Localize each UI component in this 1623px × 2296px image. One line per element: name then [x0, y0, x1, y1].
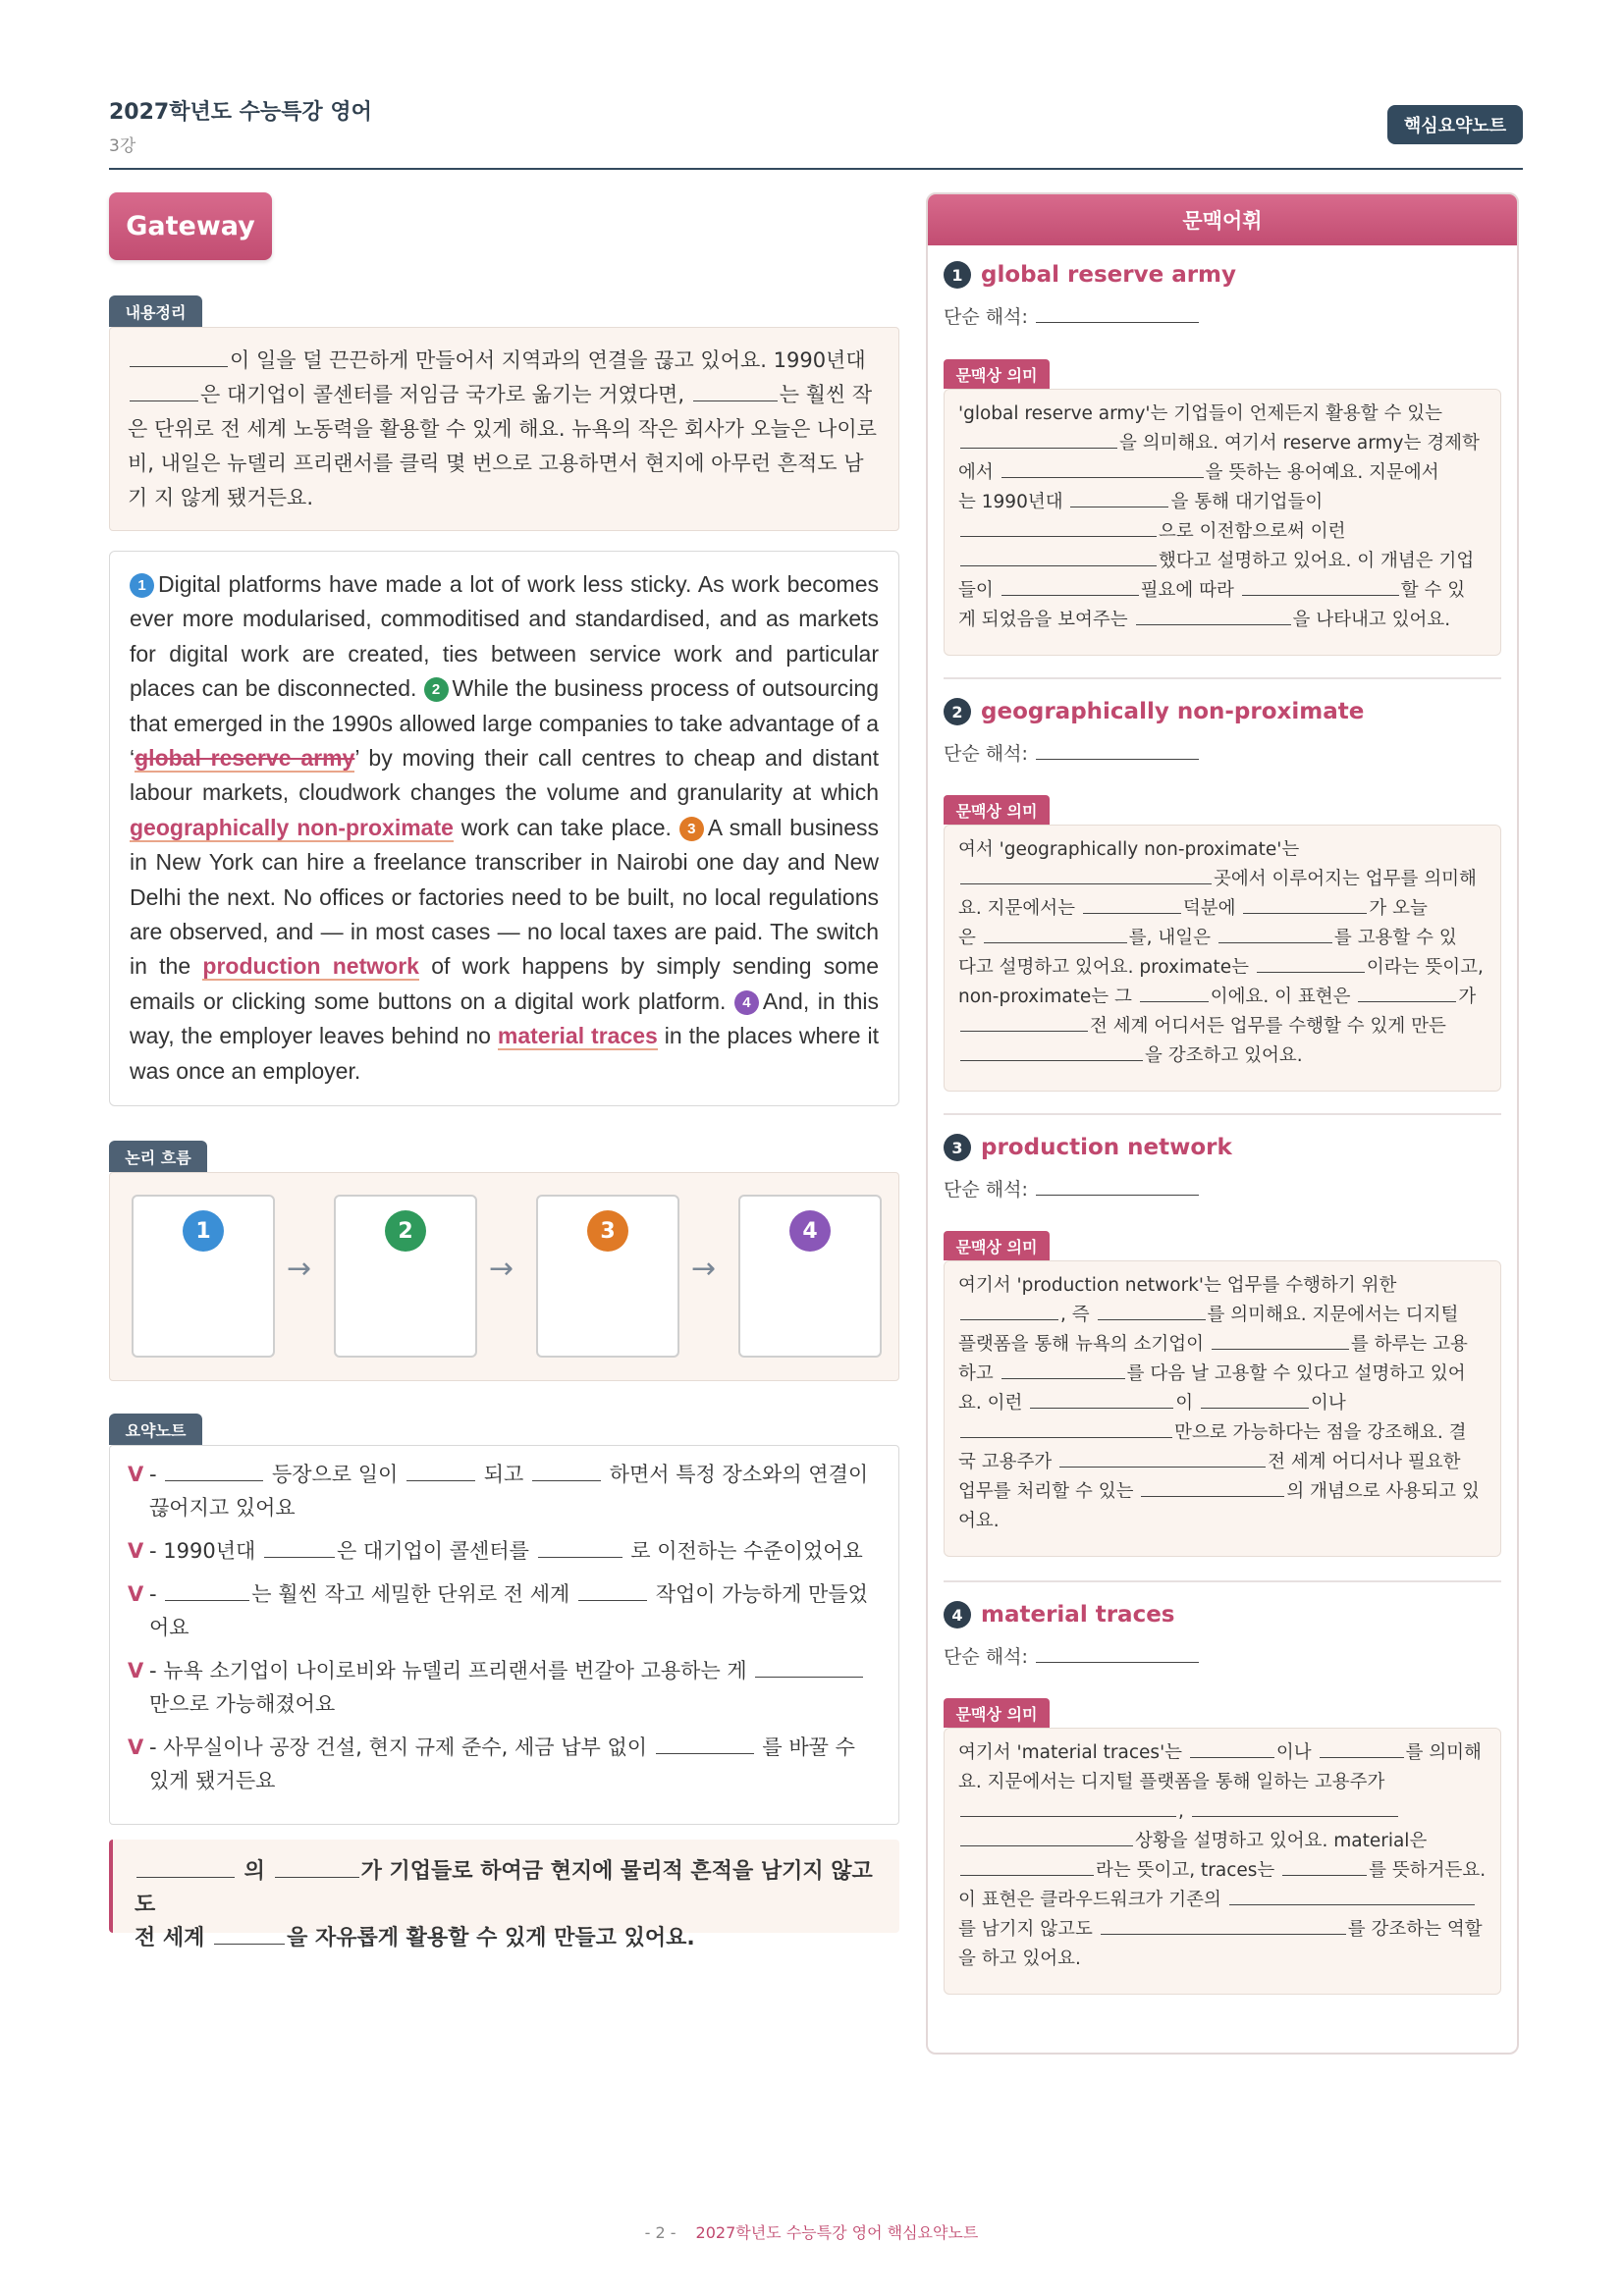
meaning-label: 문맥상 의미	[944, 359, 1050, 389]
flow-number: 2	[385, 1210, 426, 1252]
meaning-label: 문맥상 의미	[944, 1231, 1050, 1260]
meaning-text: 을 통해 대기업들이	[1170, 492, 1324, 512]
blank[interactable]	[136, 1855, 235, 1878]
blank[interactable]	[165, 1460, 263, 1481]
blank[interactable]	[532, 1460, 601, 1481]
simple-translation	[944, 1642, 1201, 1669]
meaning-text: 가	[1458, 987, 1477, 1007]
blank[interactable]	[130, 346, 228, 367]
blank[interactable]	[1201, 1390, 1309, 1409]
meaning-text: 의 개념으로 사용되고 있	[1286, 1481, 1480, 1502]
section-divider	[944, 677, 1501, 679]
simple-translation	[944, 1175, 1201, 1201]
meaning-box	[944, 1728, 1501, 1995]
blank[interactable]	[1141, 1478, 1284, 1497]
sentence-number: 2	[424, 677, 449, 702]
meaning-text: 가 오늘	[1369, 898, 1428, 919]
check-v-icon: V	[128, 1735, 144, 1759]
note-text: 하면서 특정 장소와의 연결이 끊어지고 있어요	[149, 1463, 869, 1520]
flow-number: 3	[587, 1210, 628, 1252]
meaning-box	[944, 825, 1501, 1092]
passage-text: A small business in New York can hire a freelance transcriber in Nairobi one day and New Delhi the next. No offices or factories need to be built, no local regulations are observed, and — in most cases — no local taxes are paid. The switch in the	[130, 814, 880, 980]
vocab-number: 1	[944, 261, 971, 289]
blank[interactable]	[406, 1460, 475, 1481]
note-item	[128, 1458, 881, 1524]
header-divider	[109, 168, 1523, 170]
meaning-text: 을 뜻하는 용어예요. 지문에서	[1205, 462, 1439, 483]
section-divider	[944, 1113, 1501, 1115]
vocab-term	[944, 1601, 1175, 1629]
blank[interactable]	[960, 1798, 1176, 1817]
meaning-text: 이에요. 이 표현은	[1210, 987, 1351, 1007]
note-text: -	[149, 1463, 157, 1486]
vocab-term-text: geographically non-proximate	[981, 699, 1365, 724]
blank[interactable]	[130, 380, 198, 401]
note-text: 작업이 가능하게 만들었어요	[149, 1582, 868, 1639]
meaning-text: 여서 'geographically non-proximate'는	[958, 839, 1300, 860]
meaning-text: 으로 이전함으로써 이런	[1159, 521, 1346, 542]
meaning-text: 를 뜻하거든요.	[1369, 1860, 1487, 1881]
meaning-text: 을 의미해요. 여기서 reserve army는 경제학	[1119, 433, 1480, 454]
meaning-text: 하고	[958, 1363, 994, 1384]
conclusion-box	[109, 1840, 899, 1951]
flow-card[interactable]	[334, 1195, 477, 1358]
blank[interactable]	[1036, 1643, 1199, 1663]
note-text: - 뉴욕 소기업이 나이로비와 뉴델리 프리랜서를 번갈아 고용하는 게	[149, 1659, 747, 1682]
blank[interactable]	[960, 1013, 1088, 1032]
passage-text: in the places where it was once an employer.	[130, 1023, 879, 1084]
blank[interactable]	[214, 1922, 285, 1945]
meaning-text: non-proximate는 그	[958, 987, 1132, 1007]
summary-text: 이 일을 덜 끈끈하게 만들어서 지역과의 연결을 끊고 있어요. 1990년대	[230, 348, 866, 372]
blank[interactable]	[1257, 954, 1365, 973]
meaning-text: 필요에 따라	[1140, 580, 1234, 601]
blank[interactable]	[960, 1302, 1058, 1320]
footer-text: 2027학년도 수능특강 영어 핵심요약노트	[695, 2223, 979, 2242]
note-text: 만으로 가능해졌어요	[149, 1692, 336, 1716]
blank[interactable]	[1001, 1361, 1125, 1379]
summary-text: 은 대기업이 콜센터를 저임금 국가로 옮기는 거였다면,	[200, 383, 685, 406]
note-text: 로 이전하는 수준이었어요	[630, 1539, 863, 1563]
meaning-text: 라는 뜻이고, traces는	[1096, 1860, 1275, 1881]
conclusion-text: 가 기업들로 하여금 현지에 물리적 흔적을 남기지 않고도	[135, 1859, 873, 1918]
flow-card[interactable]	[132, 1195, 275, 1358]
simple-label: 단순 해석:	[944, 1179, 1028, 1201]
passage-text: work can take place.	[460, 814, 672, 840]
meaning-text: 이 표현은 클라우드워크가 기존의	[958, 1890, 1221, 1910]
blank[interactable]	[960, 518, 1157, 537]
note-text: 는 훨씬 작고 세밀한 단위로 전 세계	[251, 1582, 570, 1606]
meaning-text: 을 강조하고 있어요.	[1145, 1045, 1303, 1066]
blank[interactable]	[960, 1419, 1172, 1438]
summary-text: 는 훨씬 작	[779, 383, 873, 406]
note-text: 등장으로 일이	[271, 1463, 399, 1486]
meaning-text: 요. 지문에서는	[958, 898, 1075, 919]
blank[interactable]	[1242, 577, 1399, 596]
meaning-text: 곳에서 이루어지는 업무를 의미해	[1214, 869, 1477, 889]
meaning-text: 이	[1175, 1393, 1194, 1414]
vocab-term	[944, 261, 1236, 289]
meaning-text: 를 남기지 않고도	[958, 1919, 1093, 1940]
meaning-text: 를 의미해	[1405, 1742, 1482, 1763]
meaning-text: ,	[1178, 1801, 1184, 1822]
passage-text: While the business process of outsourcing that emerged in the 1990s allowed large companies to take advantage of a ‘	[130, 675, 879, 772]
blank[interactable]	[578, 1579, 647, 1601]
blank[interactable]	[1320, 1739, 1404, 1758]
meaning-text: 를 고용할 수 있	[1333, 928, 1457, 948]
blank[interactable]	[1229, 1887, 1475, 1905]
note-item	[128, 1577, 881, 1644]
keyword-highlight: geographically non-proximate	[130, 814, 454, 840]
meaning-text: 여기서 'production network'는 업무를 수행하기 위한	[958, 1275, 1397, 1296]
note-label: 요약노트	[109, 1414, 202, 1445]
blank[interactable]	[1218, 925, 1332, 943]
arrow-right-icon: →	[691, 1252, 717, 1286]
meaning-text: 을 나타내고 있어요.	[1292, 610, 1451, 630]
conclusion-text: 을 자유롭게 활용할 수 있게 만들고 있어요.	[287, 1926, 695, 1951]
gateway-tab: Gateway	[109, 192, 272, 260]
meaning-label: 문맥상 의미	[944, 1698, 1050, 1728]
passage-text: Digital platforms have made a lot of work less sticky. As work becomes ever more modularised, commoditised and standardised, and as markets for digital work are created, ties between service work and particular places can be disconnected.	[130, 571, 879, 702]
summary-box	[109, 327, 899, 531]
conclusion-text: 전 세계	[135, 1926, 205, 1951]
vocab-term	[944, 1134, 1232, 1161]
meaning-text: 에서	[958, 462, 994, 483]
meaning-text: 이라는 뜻이고,	[1366, 957, 1484, 978]
meaning-text: 를 의미해요. 지문에서는 디지털	[1207, 1305, 1459, 1325]
meaning-text: 요. 이런	[958, 1393, 1023, 1414]
meaning-text: 요. 지문에서는 디지털 플랫폼을 통해 일하는 고용주가	[958, 1772, 1385, 1792]
blank[interactable]	[1140, 984, 1209, 1002]
blank[interactable]	[1036, 303, 1199, 323]
blank[interactable]	[960, 1828, 1133, 1846]
vocab-number: 3	[944, 1134, 971, 1161]
arrow-right-icon: →	[287, 1252, 312, 1286]
keyword-highlight: material traces	[497, 1023, 658, 1049]
note-text: - 1990년대	[149, 1539, 256, 1563]
note-text: 되고	[483, 1463, 524, 1486]
simple-label: 단순 해석:	[944, 1646, 1028, 1668]
blank[interactable]	[165, 1579, 249, 1601]
note-item	[128, 1654, 881, 1721]
meaning-text: 전 세계 어디서든 업무를 수행할 수 있게 만든	[1090, 1016, 1446, 1037]
meaning-text: 전 세계 어디서나 필요한	[1268, 1452, 1461, 1472]
simple-label: 단순 해석:	[944, 743, 1028, 765]
note-text: -	[149, 1582, 157, 1606]
header-badge: 핵심요약노트	[1387, 105, 1523, 144]
blank[interactable]	[755, 1656, 863, 1678]
meaning-text: 는 1990년대	[958, 492, 1063, 512]
blank[interactable]	[1136, 607, 1291, 625]
blank[interactable]	[1070, 489, 1168, 507]
vocab-header: 문맥어휘	[928, 194, 1517, 245]
passage-text: ’ by moving their call centres to cheap and distant labour markets, cloudwork changes the volume and granularity at which	[130, 745, 880, 806]
conclusion-text: 의	[243, 1859, 265, 1885]
blank[interactable]	[960, 1042, 1143, 1061]
blank[interactable]	[1243, 895, 1367, 914]
blank[interactable]	[693, 380, 778, 401]
vocab-number: 4	[944, 1601, 971, 1629]
blank[interactable]	[960, 1857, 1094, 1876]
meaning-text: 국 고용주가	[958, 1452, 1053, 1472]
meaning-text: 은	[958, 928, 976, 948]
meaning-text: 를 다음 날 고용할 수 있다고 설명하고 있어	[1126, 1363, 1466, 1384]
meaning-text: 상황을 설명하고 있어요. material은	[1135, 1831, 1428, 1851]
summary-notes	[109, 1445, 899, 1825]
meaning-text: 덕분에	[1182, 898, 1236, 919]
meaning-text: 다고 설명하고 있어요. proximate는	[958, 957, 1250, 978]
meaning-box	[944, 389, 1501, 656]
arrow-right-icon: →	[489, 1252, 514, 1286]
vocab-number: 2	[944, 698, 971, 725]
blank[interactable]	[264, 1536, 335, 1558]
blank[interactable]	[960, 548, 1157, 566]
blank[interactable]	[1001, 577, 1139, 596]
meaning-text: 할 수 있	[1400, 580, 1466, 601]
flow-number: 1	[183, 1210, 224, 1252]
check-v-icon: V	[128, 1659, 144, 1682]
meaning-text: 여기서 'material traces'는	[958, 1742, 1183, 1763]
blank[interactable]	[1083, 895, 1181, 914]
keyword-highlight: global reserve army	[135, 745, 355, 772]
meaning-text: 만으로 가능하다는 점을 강조해요. 결	[1174, 1422, 1467, 1443]
blank[interactable]	[1001, 459, 1204, 478]
meaning-label: 문맥상 의미	[944, 795, 1050, 825]
vocab-term	[944, 698, 1364, 725]
check-v-icon: V	[128, 1582, 144, 1606]
flow-label: 논리 흐름	[109, 1141, 207, 1172]
note-item	[128, 1731, 881, 1797]
check-v-icon: V	[128, 1539, 144, 1563]
meaning-text: 를 하루는 고용	[1350, 1334, 1468, 1355]
vocab-term-text: global reserve army	[981, 262, 1237, 288]
keyword-highlight: production network	[202, 953, 419, 980]
flow-card[interactable]	[536, 1195, 679, 1358]
blank[interactable]	[1098, 1302, 1206, 1320]
blank[interactable]	[1036, 740, 1199, 760]
meaning-text: 'global reserve army'는 기업들이 언제든지 활용할 수 있는	[958, 403, 1442, 424]
document-title: 2027학년도 수능특강 영어	[109, 100, 372, 125]
blank[interactable]	[1059, 1449, 1266, 1468]
meaning-text: 어요.	[958, 1511, 1000, 1531]
note-item	[128, 1534, 881, 1568]
simple-translation	[944, 302, 1201, 329]
blank[interactable]	[1282, 1857, 1367, 1876]
blank[interactable]	[1101, 1916, 1346, 1935]
vocab-term-text: production network	[981, 1135, 1232, 1160]
simple-label: 단순 해석:	[944, 306, 1028, 328]
passage-text: of work happens by simply sending some emails or clicking some buttons on a digital work platform.	[130, 953, 880, 1014]
blank[interactable]	[1190, 1739, 1274, 1758]
meaning-text: 이나	[1311, 1393, 1346, 1414]
meaning-text: 들이	[958, 580, 994, 601]
note-text: - 사무실이나 공장 건설, 현지 규제 준수, 세금 납부 없이	[149, 1735, 648, 1759]
meaning-text: 했다고 설명하고 있어요. 이 개념은 기업	[1159, 551, 1475, 571]
summary-text: 은 단위로 전 세계 노동력을 활용할 수 있게 해요. 뉴욕의 작은 회사가 오늘은 나이로 비, 내일은 뉴델리 프리랜서를 클릭 몇 번으로 고용하면서 현지에 아무런 흔적도 남기 지 않게 됐거든요.	[128, 417, 877, 509]
blank[interactable]	[960, 430, 1117, 449]
blank[interactable]	[960, 866, 1212, 884]
meaning-text: 을 하고 있어요.	[958, 1949, 1081, 1969]
sentence-number: 3	[679, 817, 704, 841]
page-number: - 2 -	[644, 2223, 676, 2242]
sentence-number: 4	[734, 990, 759, 1015]
check-v-icon: V	[128, 1463, 144, 1486]
flow-card[interactable]	[738, 1195, 882, 1358]
passage-box	[109, 551, 899, 1106]
summary-label: 내용정리	[109, 295, 202, 327]
section-divider	[944, 1580, 1501, 1582]
meaning-box	[944, 1260, 1501, 1557]
blank[interactable]	[1358, 984, 1456, 1002]
blank[interactable]	[1030, 1390, 1173, 1409]
meaning-text: 플랫폼을 통해 뉴욕의 소기업이	[958, 1334, 1204, 1355]
meaning-text: 게 되었음을 보여주는	[958, 610, 1128, 630]
vocab-term-text: material traces	[981, 1602, 1175, 1628]
note-text: 은 대기업이 콜센터를	[336, 1539, 529, 1563]
sentence-number: 1	[130, 573, 154, 598]
meaning-text: 를 강조하는 역할	[1347, 1919, 1483, 1940]
blank[interactable]	[1036, 1176, 1199, 1196]
meaning-text: 를, 내일은	[1128, 928, 1212, 948]
flow-number: 4	[789, 1210, 831, 1252]
passage-text: And, in this way, the employer leaves behind no	[130, 988, 880, 1049]
blank[interactable]	[656, 1733, 754, 1754]
lesson-label: 3강	[109, 136, 136, 156]
blank[interactable]	[538, 1536, 622, 1558]
simple-translation	[944, 739, 1201, 766]
meaning-text: 이나	[1275, 1742, 1312, 1763]
blank[interactable]	[1212, 1331, 1349, 1350]
meaning-text: 업무를 처리할 수 있는	[958, 1481, 1134, 1502]
blank[interactable]	[275, 1855, 359, 1878]
note-text: 를 바꿀 수 있게 됐거든요	[149, 1735, 855, 1792]
blank[interactable]	[1192, 1798, 1398, 1817]
page-footer	[0, 2220, 1623, 2243]
meaning-text: , 즉	[1060, 1305, 1090, 1325]
logic-flow-box	[109, 1172, 899, 1381]
blank[interactable]	[984, 925, 1127, 943]
